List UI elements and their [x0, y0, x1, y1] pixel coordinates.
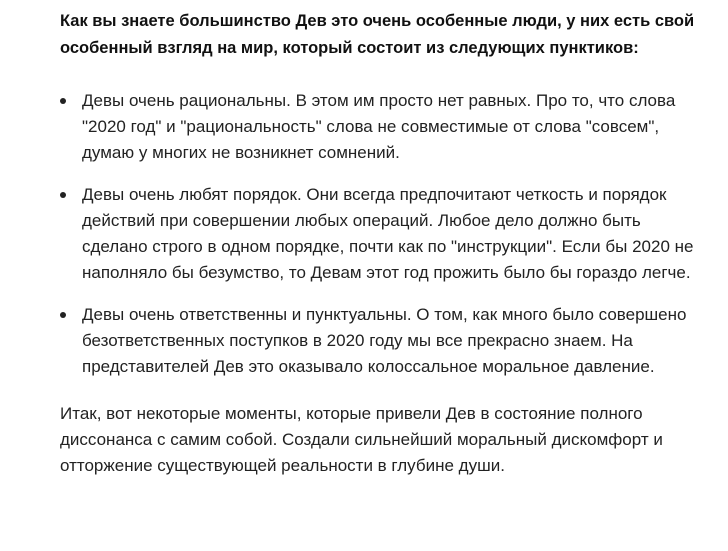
article-body [60, 8, 700, 479]
list-item [60, 182, 700, 286]
list-item-text: Девы очень рациональны. В этом им просто нет равных. Про то, что слова "2020 год" и "рациональность" слова не совместимые от слова "совсем", думаю у многих не возникнет сомнений. [82, 91, 676, 162]
list-item [60, 302, 700, 380]
intro-paragraph: Как вы знаете большинство Дев это очень особенные люди, у них есть свой особенный взгляд на мир, который состоит из следующих пунктиков: [60, 12, 695, 57]
list-item [60, 88, 700, 166]
closing-paragraph: Итак, вот некоторые моменты, которые привели Дев в состояние полного диссонанса с самим собой. Создали сильнейший моральный дискомфорт и отторжение существующей реальности в глубине души. [60, 404, 663, 475]
bullet-point-icon [60, 98, 66, 104]
list-item-text: Девы очень ответственны и пунктуальны. О том, как много было совершено безответственных поступков в 2020 году мы все прекрасно знаем. На представителей Дев это оказывало колоссальное моральное давление. [82, 305, 687, 376]
bullet-list [60, 88, 700, 380]
list-item-text: Девы очень любят порядок. Они всегда предпочитают четкость и порядок действий при совершении любых операций. Любое дело должно быть сделано строго в одном порядке, почти как по "инструкции". Если бы 2020 не наполняло бы безумство, то Девам этот год прожить было бы гораздо легче. [82, 185, 694, 282]
bullet-point-icon [60, 192, 66, 198]
bullet-point-icon [60, 312, 66, 318]
